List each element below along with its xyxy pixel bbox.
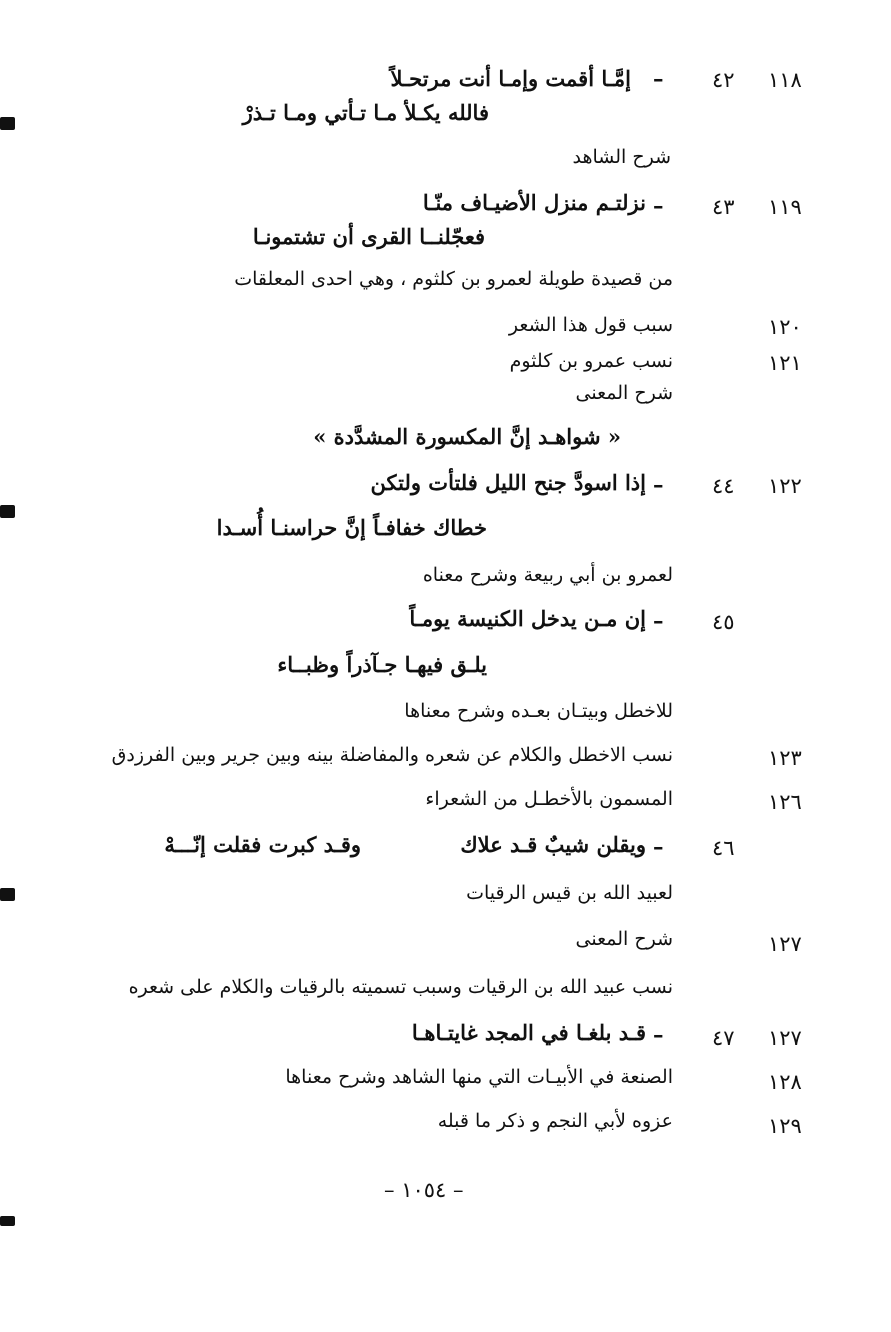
verse-hemistich-2: فالله يكـلأ مـا تـأتي ومـا تـذرْ <box>242 100 489 125</box>
verse-hemistich-2: فعجّلنــا القرى أن تشتمونـا <box>252 224 485 249</box>
page-number: ١٢٠ <box>768 315 802 339</box>
verse-index: ٤٣ <box>712 195 735 219</box>
verse-index: ٤٤ <box>712 474 735 498</box>
verse-index: ٤٦ <box>712 836 735 860</box>
entry-text: سبب قول هذا الشعر <box>508 314 673 336</box>
section-heading: « شواهـد إنَّ المكسورة المشدَّدة » <box>313 424 621 449</box>
verse-dash: – <box>653 193 664 218</box>
verse-hemistich-1: ويقلن شيبٌ قـد علاك <box>460 832 646 857</box>
entry-text: المسمون بالأخطـل من الشعراء <box>425 788 673 810</box>
page-number: ١٢٧ <box>768 1026 802 1050</box>
entry-text: شرح المعنى <box>575 382 673 404</box>
page-number: ١٢٦ <box>768 790 802 814</box>
verse-hemistich-1: إن مـن يدخل الكنيسة يومـاً <box>409 606 646 631</box>
verse-index: ٤٧ <box>712 1026 735 1050</box>
verse-hemistich-2: يلـق فيهـا جـآذراً وظبــاء <box>277 652 487 677</box>
entry-text: نسب الاخطل والكلام عن شعره والمفاضلة بينه وبين جرير وبين الفرزدق <box>111 744 673 766</box>
note-line: لعمرو بن أبي ربيعة وشرح معناه <box>422 564 673 586</box>
page-number: ١١٨ <box>768 68 802 92</box>
verse-hemistich-1: إمَّـا أقمت وإمـا أنت مرتحـلاً <box>390 66 631 91</box>
entry-text: نسب عمرو بن كلثوم <box>509 350 673 372</box>
margin-mark <box>0 1216 15 1226</box>
page-footer-number: – ١٠٥٤ – <box>384 1178 464 1202</box>
page-number: ١٢١ <box>768 351 802 375</box>
verse-dash: – <box>653 1022 664 1047</box>
verse-hemistich-2: خطاك خفافـاً إنَّ حراسنـا أُسـدا <box>216 515 487 540</box>
note-line: من قصيدة طويلة لعمرو بن كلثوم ، وهي احدى المعلقات <box>234 268 673 290</box>
entry-text: شرح المعنى <box>575 928 673 950</box>
page-number: ١٢٩ <box>768 1114 802 1138</box>
verse-hemistich-1: نزلتـم منزل الأضيـاف منّـا <box>422 190 646 215</box>
page-number: ١١٩ <box>768 195 802 219</box>
verse-dash: – <box>653 66 664 91</box>
page-number: ١٢٨ <box>768 1070 802 1094</box>
note-line: للاخطل وبيتـان بعـده وشرح معناها <box>404 700 673 722</box>
page-number: ١٢٢ <box>768 474 802 498</box>
note-line: نسب عبيد الله بن الرقيات وسبب تسميته بالرقيات والكلام على شعره <box>128 976 673 998</box>
verse-hemistich-2: وقـد كبرت فقلت إنّـــهْ <box>164 832 361 857</box>
note-line: شرح الشاهد <box>572 146 671 168</box>
verse-hemistich-1: إذا اسودَّ جنح الليل فلتأت ولتكن <box>370 470 646 495</box>
margin-mark <box>0 888 15 901</box>
page-number: ١٢٣ <box>768 746 802 770</box>
entry-text: الصنعة في الأبيـات التي منها الشاهد وشرح معناها <box>285 1066 673 1088</box>
note-line: لعبيد الله بن قيس الرقيات <box>466 882 673 904</box>
verse-index: ٤٢ <box>712 68 735 92</box>
verse-dash: – <box>653 608 664 633</box>
verse-hemistich-1: قـد بلغـا في المجد غايتـاهـا <box>411 1020 646 1045</box>
verse-dash: – <box>653 472 664 497</box>
margin-mark <box>0 505 15 518</box>
page-number: ١٢٧ <box>768 932 802 956</box>
verse-index: ٤٥ <box>712 610 735 634</box>
margin-mark <box>0 117 15 130</box>
verse-dash: – <box>653 834 664 859</box>
entry-text: عزوه لأبي النجم و ذكر ما قبله <box>437 1110 673 1132</box>
